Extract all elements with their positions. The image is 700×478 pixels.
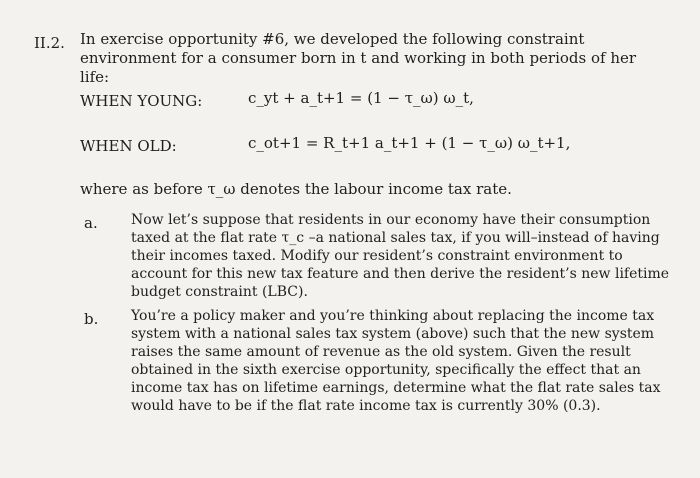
old-label: WHEN OLD: xyxy=(80,137,177,155)
young-formula: c_yt + a_t+1 = (1 − τ_ω) ω_t, xyxy=(248,89,474,107)
item-b-text: You’re a policy maker and you’re thinking about replacing the income tax system with a national sales tax system (above) such that the new system raises the same amount of revenue as the old system. Given the result obtained in the sixth exercise opportunity, specifically the effect that an income tax has on lifetime earnings, determine what the flat rate sales tax would have to be if the flat rate income tax is currently 30% (0.3). xyxy=(131,308,661,414)
item-a-text: Now let’s suppose that residents in our economy have their consumption taxed at the flat rate τ_c –a national sales tax, if you will–instead of having their incomes taxed. Modify our resident’s constraint environment to account for this new tax feature and then derive the resident’s new lifetime budget constraint (LBC). xyxy=(131,212,670,300)
problem-intro: In exercise opportunity #6, we developed the following constraint environment for a consumer born in t and working in both periods of her life: xyxy=(80,30,637,86)
item-a-label: a. xyxy=(84,214,98,232)
tax-rate-note: where as before τ_ω denotes the labour income tax rate. xyxy=(80,180,512,198)
young-label: WHEN YOUNG: xyxy=(80,92,203,110)
problem-number: II.2. xyxy=(34,34,65,52)
item-b-label: b. xyxy=(84,310,99,328)
old-formula: c_ot+1 = R_t+1 a_t+1 + (1 − τ_ω) ω_t+1, xyxy=(248,134,571,152)
